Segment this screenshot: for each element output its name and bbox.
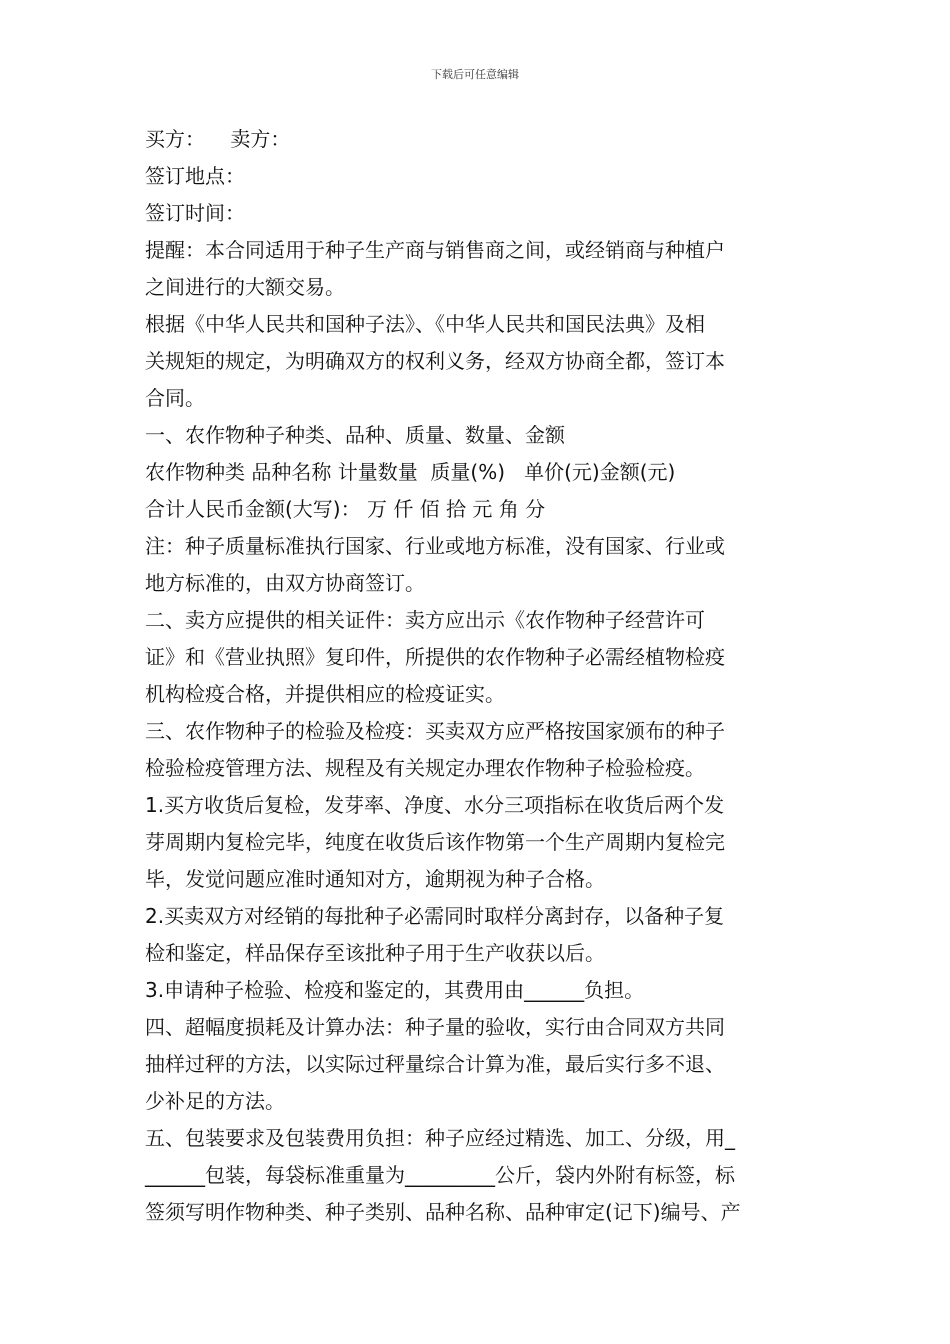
text-line: 一、农作物种子种类、品种、质量、数量、金额 xyxy=(145,423,565,447)
text-line: 三、农作物种子的检验及检疫：买卖双方应严格按国家颁布的种子 xyxy=(145,719,725,743)
text-line: 签订时间： xyxy=(145,201,245,225)
document-body xyxy=(145,121,815,1231)
text-line: 买方： 卖方： xyxy=(145,127,291,151)
text-line: 之间进行的大额交易。 xyxy=(145,275,345,299)
text-line: 签须写明作物种类、种子类别、品种名称、品种审定(记下)编号、产 xyxy=(145,1200,741,1224)
text-line: 二、卖方应提供的相关证件：卖方应出示《农作物种子经营许可 xyxy=(145,608,705,632)
text-line: 农作物种类 品种名称 计量数量 质量(%) 单价(元)金额(元) xyxy=(145,460,676,484)
text-line: 合计人民币金额(大写)： 万 仟 佰 拾 元 角 分 xyxy=(145,497,546,521)
text-line: 2.买卖双方对经销的每批种子必需同时取样分离封存，以备种子复 xyxy=(145,904,725,928)
text-line: 签订地点： xyxy=(145,164,245,188)
text-line: 根据《中华人民共和国种子法》、《中华人民共和国民法典》及相 xyxy=(145,312,705,336)
text-line: 检验检疫管理方法、规程及有关规定办理农作物种子检验检疫。 xyxy=(145,756,705,780)
text-line: 检和鉴定，样品保存至该批种子用于生产收获以后。 xyxy=(145,941,605,965)
text-line: 证》和《营业执照》复印件，所提供的农作物种子必需经植物检疫 xyxy=(145,645,725,669)
text-line: 四、超幅度损耗及计算办法：种子量的验收，实行由合同双方共同 xyxy=(145,1015,725,1039)
text-line: 1.买方收货后复检，发芽率、净度、水分三项指标在收货后两个发 xyxy=(145,793,725,817)
text-line: ______包装，每袋标准重量为_________公斤，袋内外附有标签，标 xyxy=(145,1163,735,1187)
text-line: 少补足的方法。 xyxy=(145,1089,285,1113)
text-line: 提醒：本合同适用于种子生产商与销售商之间，或经销商与种植户 xyxy=(145,238,725,262)
text-line: 关规矩的规定，为明确双方的权利义务，经双方协商全都，签订本 xyxy=(145,349,725,373)
text-line: 地方标准的，由双方协商签订。 xyxy=(145,571,425,595)
text-line: 机构检疫合格，并提供相应的检疫证实。 xyxy=(145,682,505,706)
text-line: 合同。 xyxy=(145,386,205,410)
text-line: 芽周期内复检完毕，纯度在收货后该作物第一个生产周期内复检完 xyxy=(145,830,725,854)
page-header: 下载后可任意编辑 xyxy=(431,68,519,81)
text-line: 注：种子质量标准执行国家、行业或地方标准，没有国家、行业或 xyxy=(145,534,725,558)
text-line: 抽样过秤的方法，以实际过秤量综合计算为准，最后实行多不退、 xyxy=(145,1052,725,1076)
text-line: 3.申请种子检验、检疫和鉴定的，其费用由______负担。 xyxy=(145,978,645,1002)
text-line: 毕，发觉问题应准时通知对方，逾期视为种子合格。 xyxy=(145,867,605,891)
text-line: 五、包装要求及包装费用负担：种子应经过精选、加工、分级，用_ xyxy=(145,1126,735,1150)
